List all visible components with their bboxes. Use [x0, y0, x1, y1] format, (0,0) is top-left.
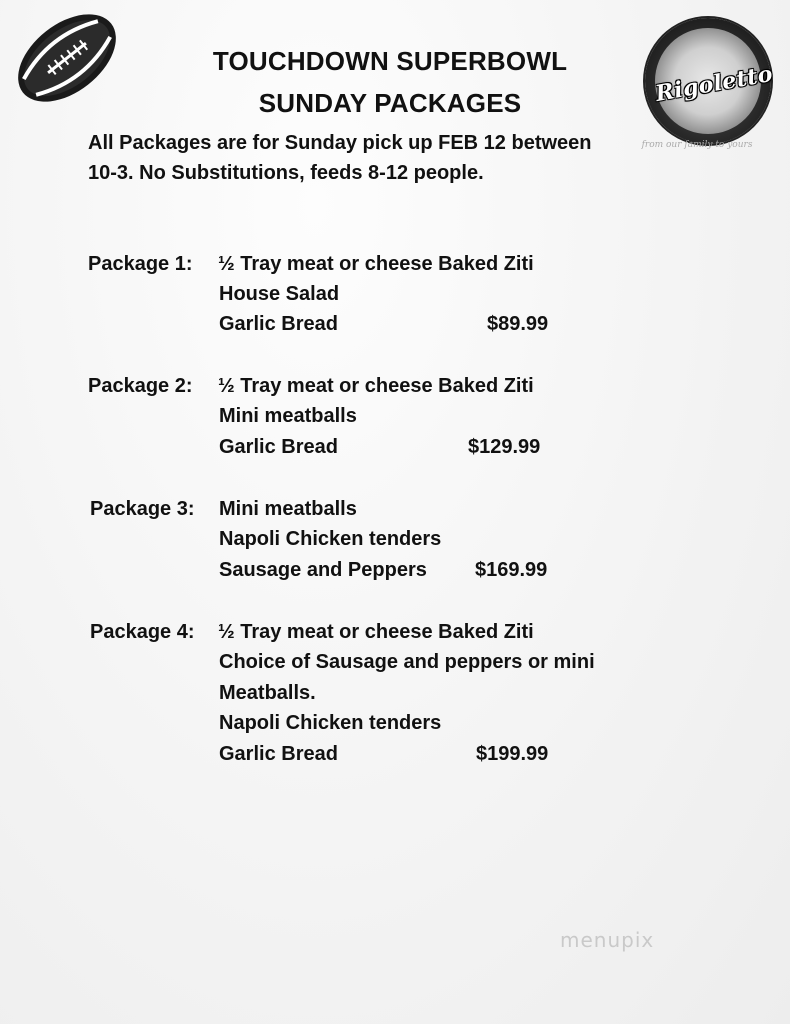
- package-item: ½ Tray meat or cheese Baked Ziti: [218, 375, 534, 397]
- package-item: Meatballs.: [219, 682, 316, 704]
- package-item: House Salad: [219, 283, 340, 305]
- rigoletto-logo: [645, 18, 775, 144]
- package-price: $199.99: [476, 743, 549, 765]
- package-item: Garlic Bread: [219, 436, 338, 458]
- package-item: ½ Tray meat or cheese Baked Ziti: [218, 253, 534, 275]
- package-item: Mini meatballs: [219, 498, 357, 520]
- package-label: Package 2:: [88, 375, 193, 397]
- football-icon: [10, 8, 125, 108]
- logo-inner-circle: [653, 28, 775, 134]
- intro-line1: All Packages are for Sunday pick up FEB 12 between: [88, 132, 592, 154]
- package-price: $89.99: [487, 313, 549, 335]
- page-title-line2: SUNDAY PACKAGES: [258, 88, 522, 118]
- package-item: Mini meatballs: [219, 405, 357, 427]
- package-item: Choice of Sausage and peppers or mini: [219, 651, 595, 673]
- package-item: ½ Tray meat or cheese Baked Ziti: [218, 621, 534, 643]
- package-price: $169.99: [475, 559, 548, 581]
- intro-line2: 10-3. No Substitutions, feeds 8-12 people.: [88, 162, 484, 184]
- package-item: Sausage and Peppers: [219, 559, 427, 581]
- package-label: Package 4:: [90, 621, 195, 643]
- package-label: Package 1:: [88, 253, 193, 275]
- package-item: Garlic Bread: [219, 743, 338, 765]
- package-item: Napoli Chicken tenders: [219, 712, 442, 734]
- watermark: menupix: [560, 928, 655, 952]
- package-item: Garlic Bread: [219, 313, 338, 335]
- package-price: $129.99: [468, 436, 541, 458]
- package-item: Napoli Chicken tenders: [219, 528, 442, 550]
- package-label: Package 3:: [90, 498, 195, 520]
- logo-tagline: from our family to yours: [641, 140, 753, 150]
- page-title-line1: TOUCHDOWN SUPERBOWL: [212, 46, 568, 76]
- logo-text: Rigoletto: [653, 60, 775, 108]
